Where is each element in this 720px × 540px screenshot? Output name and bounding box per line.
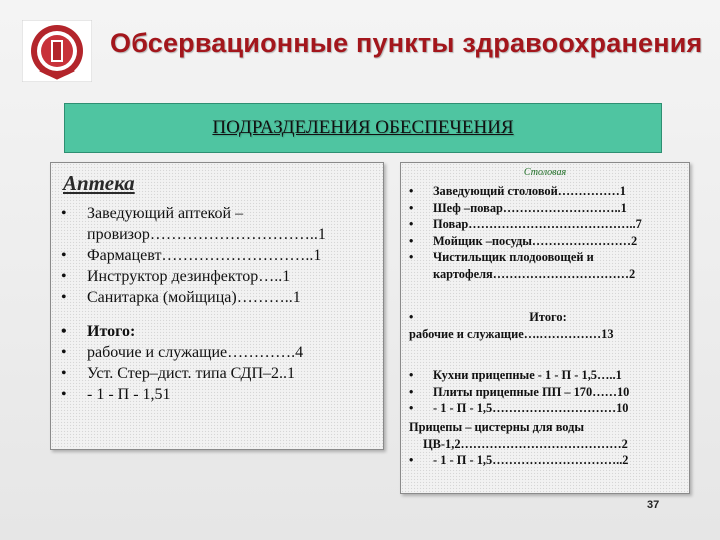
list-item: • Повар…………………………………..7 <box>409 216 687 233</box>
canteen-panel <box>400 162 690 511</box>
list-item: • Инструктор дезинфектор…..1 <box>61 266 379 287</box>
trailers-line: ЦВ-1,2…………………………………2 <box>423 436 628 451</box>
list-item: • - 1 - П - 1,5…………………………10 <box>409 400 687 417</box>
list-item: • Уст. Стер–дист. типа СДП–2..1 <box>61 363 379 384</box>
list-item: • Кухни прицепные - 1 - П - 1,5…..1 <box>409 367 687 384</box>
canteen-heading: Столовая <box>523 167 567 178</box>
trailers-item-list <box>409 452 687 469</box>
canteen-total-line: рабочие и служащие….……………13 <box>409 326 614 341</box>
list-item: • Заведующий аптекой – провизор…………………………..1 <box>61 203 379 245</box>
pharmacy-panel <box>50 162 384 450</box>
canteen-staff-list <box>409 183 687 282</box>
organization-logo <box>22 20 92 82</box>
banner-label: ПОДРАЗДЕЛЕНИЯ ОБЕСПЕЧЕНИЯ <box>212 117 514 138</box>
pharmacy-heading: Аптека <box>63 171 135 195</box>
list-item: • Заведующий столовой……………1 <box>409 183 687 200</box>
page-number: 37 <box>647 499 660 511</box>
section-banner <box>64 103 662 153</box>
list-item: • - 1 - П - 1,51 <box>61 384 379 405</box>
list-item: • Мойщик –посуды……………………2 <box>409 233 687 250</box>
water-trailers <box>409 419 687 452</box>
list-item: • Фармацевт………………………..1 <box>61 245 379 266</box>
pharmacy-staff-list <box>61 203 379 308</box>
trailers-line: Прицепы – цистерны для воды <box>409 420 585 434</box>
list-item: • Итого: <box>61 321 379 342</box>
canteen-total <box>409 309 687 342</box>
list-item: • Чистильщик плодоовощей и картофеля……………………………2 <box>409 249 687 282</box>
list-item: • - 1 - П - 1,5…………………………..2 <box>409 452 687 469</box>
list-item: • Шеф –повар………………………..1 <box>409 200 687 217</box>
list-item: • рабочие и служащие………….4 <box>61 342 379 363</box>
page-title: Обсервационные пункты здравоохранения <box>110 28 703 58</box>
canteen-equipment-list <box>409 367 687 417</box>
list-item: • Санитарка (мойщица)………..1 <box>61 287 379 308</box>
pharmacy-summary-list <box>61 321 379 405</box>
list-item: • Плиты прицепные ПП – 170……10 <box>409 384 687 401</box>
list-item: • Итого: <box>409 309 687 326</box>
